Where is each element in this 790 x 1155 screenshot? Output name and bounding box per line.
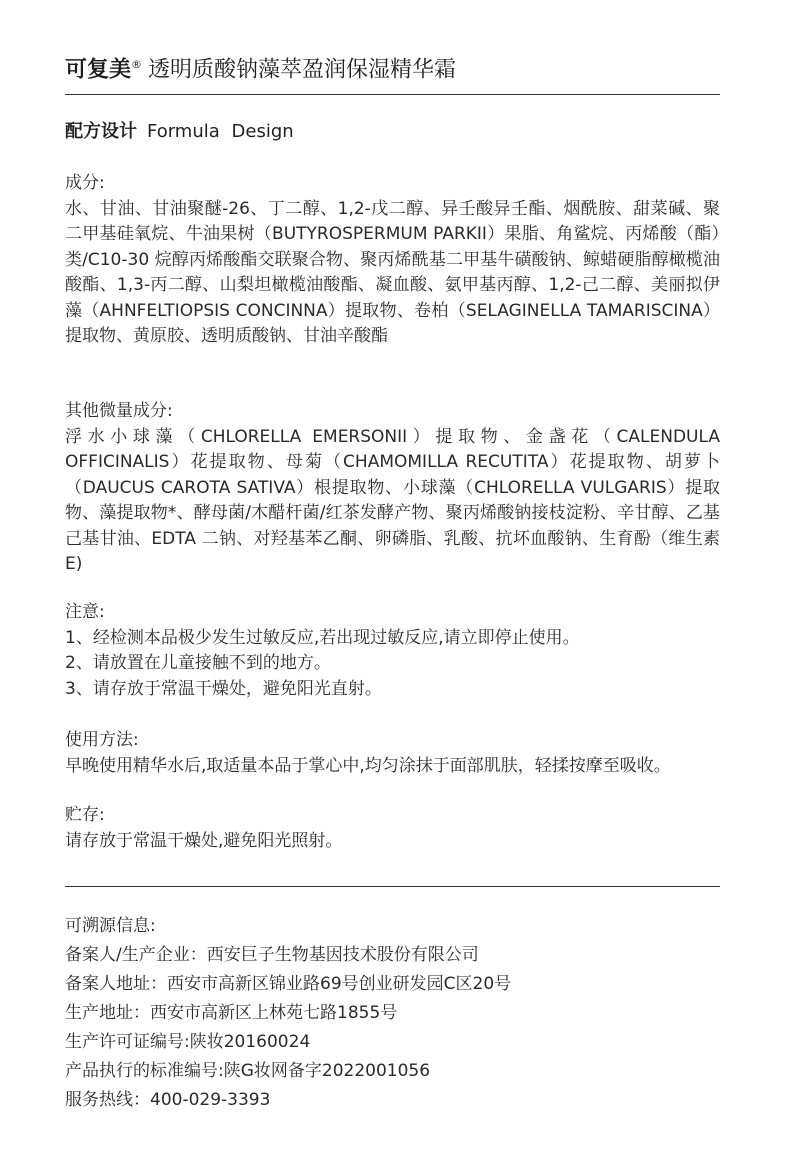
filing-company: 备案人/生产企业：西安巨子生物基因技术股份有限公司 — [65, 945, 479, 965]
product-name: 透明质酸钠藻萃盈润保湿精华霜 — [148, 57, 457, 83]
production-license: 生产许可证编号:陕妆20160024 — [65, 1032, 311, 1052]
production-address: 生产地址：西安市高新区上林苑七路1855号 — [65, 1003, 398, 1023]
formula-title-en: Formula Design — [147, 121, 294, 142]
notes-title: 注意: — [65, 602, 105, 622]
minor-ingredients-title: 其他微量成分: — [65, 401, 173, 421]
ingredients-section — [65, 171, 720, 350]
trademark-symbol: ® — [131, 58, 143, 71]
note-item: 3、请存放于常温干燥处，避免阳光直射。 — [65, 678, 382, 699]
standard-number: 产品执行的标准编号:陕G妆网备字2022001056 — [65, 1061, 431, 1081]
storage-section — [65, 803, 720, 854]
ingredients-title: 成分: — [65, 173, 105, 193]
ingredients-text: 水、甘油、甘油聚醚-26、丁二醇、1,2-戊二醇、异壬酸异壬酯、烟酰胺、甜菜碱、聚二甲基硅氧烷、牛油果树（BUTYROSPERMUM PARKII）果脂、角鲨烷、丙烯酸（酯）类/C10-30 烷醇丙烯酸酯交联聚合物、聚丙烯酰基二甲基牛磺酸钠、鲸蜡硬脂醇橄榄油酸酯、1,3-丙二醇、山梨坦橄榄油酸酯、凝血酸、氨甲基丙醇、1,2-己二醇、美丽拟伊藻（AHNFELTIOPSIS CONCINNA）提取物、卷柏（SELAGINELLA TAMARISCINA）提取物、黄原胶、透明质酸钠、甘油辛酸酯 — [65, 198, 720, 346]
traceability-title: 可溯源信息: — [65, 916, 156, 936]
usage-title: 使用方法: — [65, 730, 139, 750]
brand-name: 可复美 — [65, 57, 132, 83]
filing-address: 备案人地址：西安市高新区锦业路69号创业研发园C区20号 — [65, 974, 512, 994]
service-hotline: 服务热线：400-029-3393 — [65, 1090, 271, 1110]
formula-title-cn: 配方设计 — [65, 121, 137, 142]
product-header — [65, 50, 720, 85]
storage-text: 请存放于常温干燥处,避免阳光照射。 — [65, 830, 343, 851]
traceability-section — [65, 912, 720, 1115]
notes-section — [65, 600, 720, 702]
usage-section — [65, 728, 720, 779]
footer-divider — [65, 886, 720, 887]
minor-ingredients-text: 浮水小球藻（CHLORELLA EMERSONII）提取物、金盏花（CALENDULA OFFICINALIS）花提取物、母菊（CHAMOMILLA RECUTITA）花提取物、胡萝卜（DAUCUS CAROTA SATIVA）根提取物、小球藻（CHLORELLA VULGARIS）提取物、藻提取物*、酵母菌/木醋杆菌/红茶发酵产物、聚丙烯酸钠接枝淀粉、辛甘醇、乙基己基甘油、EDTA 二钠、对羟基苯乙酮、卵磷脂、乳酸、抗坏血酸钠、生育酚（维生素E) — [65, 426, 720, 574]
formula-heading — [65, 119, 294, 145]
usage-text: 早晚使用精华水后,取适量本品于掌心中,均匀涂抹于面部肌肤，轻揉按摩至吸收。 — [65, 755, 671, 776]
note-item: 2、请放置在儿童接触不到的地方。 — [65, 653, 331, 673]
note-item: 1、经检测本品极少发生过敏反应,若出现过敏反应,请立即停止使用。 — [65, 627, 580, 648]
header-divider — [65, 94, 720, 95]
minor-ingredients-section — [65, 399, 720, 578]
storage-title: 贮存: — [65, 805, 105, 825]
